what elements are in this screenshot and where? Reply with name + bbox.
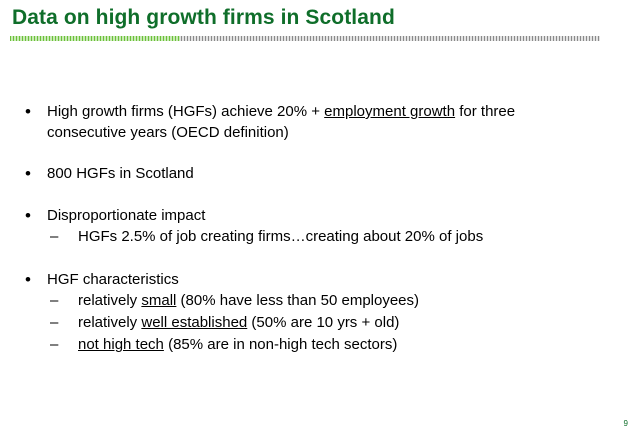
dash-marker: – bbox=[50, 336, 59, 353]
dash-marker: – bbox=[50, 228, 59, 245]
bullet-dot: • bbox=[25, 164, 31, 183]
bullet-list bbox=[22, 101, 612, 356]
bullet-dot: • bbox=[25, 270, 31, 289]
dash-marker: – bbox=[50, 292, 59, 309]
bullet-line: Disproportionate impact bbox=[47, 207, 206, 224]
sub-bullet-established: – relatively well established (50% are 10 yrs + old) bbox=[22, 312, 612, 334]
sub-bullet-job-creation: – HGFs 2.5% of job creating firms…creating about 20% of jobs bbox=[22, 226, 612, 248]
bullet-line: 800 HGFs in Scotland bbox=[47, 165, 194, 182]
bullet-hgf-definition bbox=[22, 101, 612, 143]
bullet-impact bbox=[22, 205, 612, 226]
bullet-hgf-count bbox=[22, 163, 612, 184]
bullet-characteristics bbox=[22, 269, 612, 290]
employment-growth-text: employment growth bbox=[324, 103, 456, 120]
bullet-line: HGF characteristics bbox=[47, 271, 179, 288]
title-underline bbox=[10, 36, 600, 41]
slide-title: Data on high growth firms in Scotland bbox=[12, 6, 395, 29]
sub-bullet-small: – relatively small (80% have less than 50 employees) bbox=[22, 290, 612, 312]
sub-bullet-not-high-tech: – not high tech (85% are in non-high tech sectors) bbox=[22, 334, 612, 356]
bullet-dot: • bbox=[25, 206, 31, 225]
dash-marker: – bbox=[50, 314, 59, 331]
page-number: 9 bbox=[623, 419, 628, 428]
bullet-line: consecutive years (OECD definition) bbox=[47, 124, 289, 141]
bullet-dot: • bbox=[25, 102, 31, 121]
bullet-line: High growth firms (HGFs) achieve 20% + employment growth for three bbox=[47, 103, 516, 120]
